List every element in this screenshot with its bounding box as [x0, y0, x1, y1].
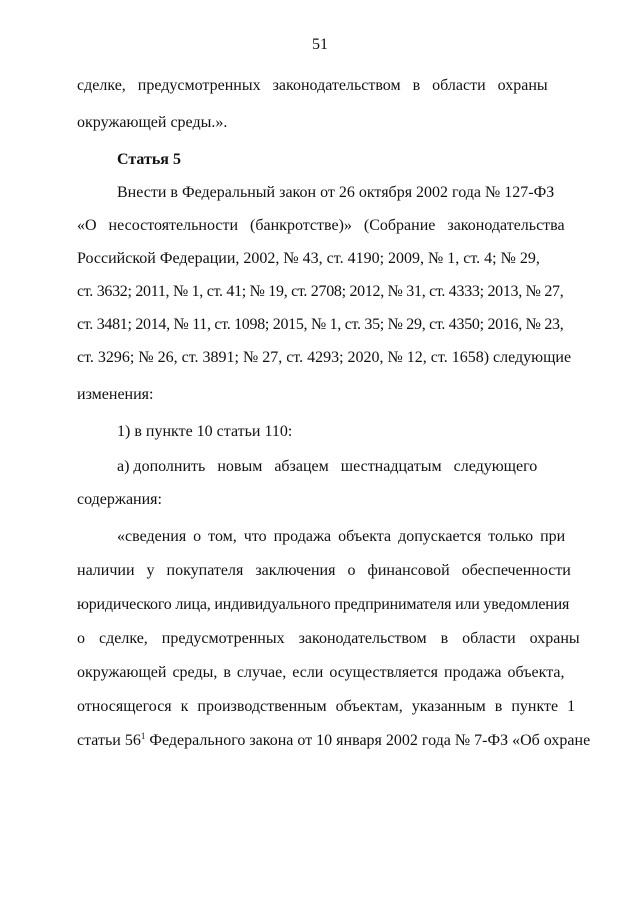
quoted-text-line: «сведения о том, что продажа объекта допускается только при: [117, 528, 566, 545]
list-item-1: 1) в пункте 10 статьи 110:: [117, 423, 293, 440]
quoted-text-line: юридического лица, индивидуального предпринимателя или уведомления: [77, 596, 570, 613]
text-segment: Федерального закона от 10 января 2002 года № 7-ФЗ «Об охране: [145, 732, 591, 749]
text-line: содержания:: [77, 491, 162, 508]
text-line: «О несостоятельности (банкротстве)» (Собрание законодательства: [77, 217, 565, 234]
text-line: [77, 76, 563, 96]
text-line: ст. 3296; № 26, ст. 3891; № 27, ст. 4293; 2020, № 12, ст. 1658) следующие: [77, 349, 572, 366]
superscript: 1: [140, 731, 146, 741]
text-line: ст. 3481; 2014, № 11, ст. 1098; 2015, № 1, ст. 35; № 29, ст. 4350; 2016, № 23,: [77, 316, 564, 333]
quoted-text-line: о сделке, предусмотренных законодательством в области охраны: [77, 630, 580, 647]
subitem-a: а) дополнить новым абзацем шестнадцатым следующего: [117, 458, 538, 475]
quoted-text-line: [77, 731, 591, 751]
text-line: окружающей среды.».: [77, 114, 228, 131]
text-line: изменения:: [77, 386, 154, 403]
text-line: ст. 3632; 2011, № 1, ст. 41; № 19, ст. 2708; 2012, № 31, ст. 4333; 2013, № 27,: [77, 283, 564, 300]
text-segment: статьи 56: [77, 732, 141, 749]
quoted-text-line: окружающей среды, в случае, если осуществляется продажа объекта,: [77, 664, 565, 681]
text-line-content: сделке, предусмотренных законодательством в области охраны: [77, 77, 548, 94]
page-number: 51: [312, 36, 328, 53]
quoted-text-line: относящегося к производственным объектам, указанным в пункте 1: [77, 698, 576, 715]
text-line: Внести в Федеральный закон от 26 октября 2002 года № 127-ФЗ: [117, 184, 555, 201]
quoted-text-line: наличии у покупателя заключения о финансовой обеспеченности: [77, 562, 571, 579]
article-heading: Статья 5: [117, 151, 181, 168]
text-line: Российской Федерации, 2002, № 43, ст. 4190; 2009, № 1, ст. 4; № 29,: [77, 250, 540, 267]
